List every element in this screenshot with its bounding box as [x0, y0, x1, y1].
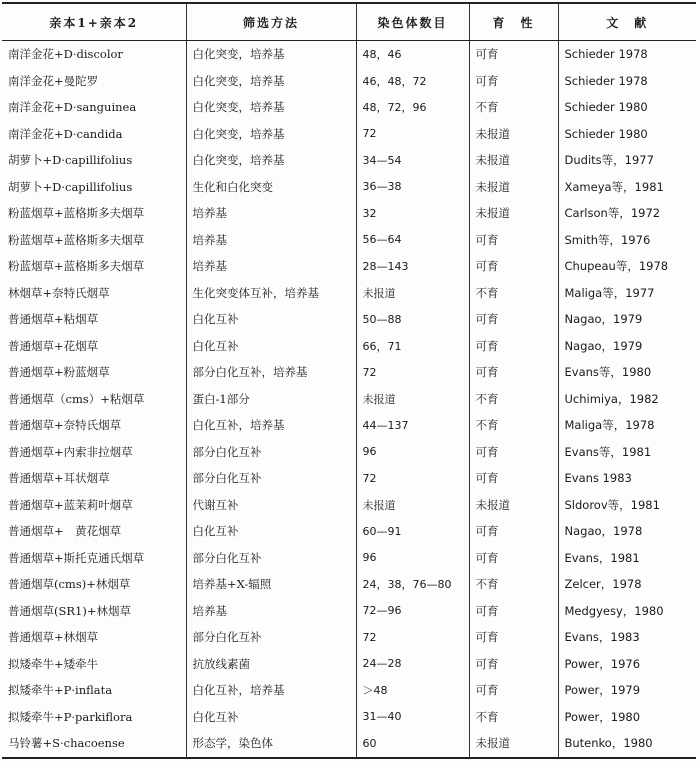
- cell-parents: 普通烟草（cms）+粘烟草: [2, 386, 186, 413]
- table-row: [2, 359, 696, 386]
- cell-method: 形态学，染色体: [186, 730, 356, 758]
- table-row: [2, 227, 696, 254]
- table-row: [2, 624, 696, 651]
- cell-parents: 南洋金花+D·candida: [2, 121, 186, 148]
- cell-fertility: 可育: [469, 41, 558, 68]
- cell-fertility: 不育: [469, 571, 558, 598]
- cell-reference: Maliga等，1977: [558, 280, 696, 307]
- cell-chromosome: 50—88: [356, 306, 469, 333]
- cell-reference: Evans，1981: [558, 545, 696, 572]
- table-row: [2, 121, 696, 148]
- header-reference: 文 献: [558, 3, 696, 41]
- cell-parents: 普通烟草+奈特氏烟草: [2, 412, 186, 439]
- cell-method: 部分白化互补: [186, 465, 356, 492]
- cell-reference: Schieder 1980: [558, 94, 696, 121]
- cell-reference: Nagao，1979: [558, 306, 696, 333]
- cell-parents: 普通烟草+ 黄花烟草: [2, 518, 186, 545]
- table-row: [2, 571, 696, 598]
- cell-fertility: 未报道: [469, 147, 558, 174]
- cell-parents: 南洋金花+D·discolor: [2, 41, 186, 68]
- cell-method: 培养基: [186, 200, 356, 227]
- table-row: [2, 147, 696, 174]
- cell-reference: Sldorov等，1981: [558, 492, 696, 519]
- cell-chromosome: 未报道: [356, 492, 469, 519]
- cell-fertility: 不育: [469, 94, 558, 121]
- cell-chromosome: 48，46: [356, 41, 469, 68]
- cell-chromosome: 未报道: [356, 386, 469, 413]
- cell-method: 白化突变，培养基: [186, 68, 356, 95]
- cell-method: 白化突变，培养基: [186, 121, 356, 148]
- hybrid-table: [2, 2, 696, 759]
- cell-reference: Medgyesy，1980: [558, 598, 696, 625]
- cell-method: 白化突变，培养基: [186, 147, 356, 174]
- table-row: [2, 545, 696, 572]
- cell-fertility: 可育: [469, 598, 558, 625]
- cell-method: 部分白化互补: [186, 545, 356, 572]
- table-row: [2, 68, 696, 95]
- cell-fertility: 可育: [469, 545, 558, 572]
- cell-fertility: 未报道: [469, 174, 558, 201]
- cell-parents: 南洋金花+D·sanguinea: [2, 94, 186, 121]
- cell-chromosome: 未报道: [356, 280, 469, 307]
- cell-chromosome: 46，48，72: [356, 68, 469, 95]
- cell-chromosome: 72: [356, 465, 469, 492]
- table-row: [2, 174, 696, 201]
- cell-parents: 胡萝卜+D·capillifolius: [2, 147, 186, 174]
- header-chromosome: 染色体数目: [356, 3, 469, 41]
- cell-fertility: 可育: [469, 68, 558, 95]
- cell-fertility: 可育: [469, 227, 558, 254]
- cell-chromosome: ＞48: [356, 677, 469, 704]
- cell-parents: 粉蓝烟草+蓝格斯多夫烟草: [2, 253, 186, 280]
- cell-fertility: 可育: [469, 677, 558, 704]
- cell-parents: 普通烟草+林烟草: [2, 624, 186, 651]
- cell-method: 白化突变，培养基: [186, 94, 356, 121]
- cell-reference: Dudits等，1977: [558, 147, 696, 174]
- cell-method: 白化互补: [186, 333, 356, 360]
- cell-fertility: 未报道: [469, 492, 558, 519]
- cell-reference: Power，1979: [558, 677, 696, 704]
- cell-fertility: 可育: [469, 306, 558, 333]
- cell-reference: Smith等，1976: [558, 227, 696, 254]
- cell-method: 白化互补，培养基: [186, 412, 356, 439]
- cell-parents: 普通烟草+耳状烟草: [2, 465, 186, 492]
- cell-method: 白化互补: [186, 518, 356, 545]
- cell-parents: 普通烟草+粉蓝烟草: [2, 359, 186, 386]
- table-row: [2, 518, 696, 545]
- header-fertility: 育 性: [469, 3, 558, 41]
- cell-fertility: 可育: [469, 439, 558, 466]
- cell-parents: 普通烟草+粘烟草: [2, 306, 186, 333]
- cell-parents: 林烟草+奈特氏烟草: [2, 280, 186, 307]
- cell-method: 培养基+X-辐照: [186, 571, 356, 598]
- cell-method: 部分白化互补: [186, 439, 356, 466]
- cell-method: 培养基: [186, 227, 356, 254]
- table-row: [2, 253, 696, 280]
- cell-fertility: 不育: [469, 704, 558, 731]
- cell-parents: 普通烟草+花烟草: [2, 333, 186, 360]
- cell-parents: 普通烟草+蓝茉莉叶烟草: [2, 492, 186, 519]
- cell-chromosome: 66，71: [356, 333, 469, 360]
- cell-method: 白化互补: [186, 704, 356, 731]
- cell-parents: 拟矮牵牛+P·inflata: [2, 677, 186, 704]
- cell-method: 抗放线素菌: [186, 651, 356, 678]
- cell-method: 白化突变，培养基: [186, 41, 356, 68]
- cell-fertility: 可育: [469, 359, 558, 386]
- table-row: [2, 439, 696, 466]
- cell-fertility: 可育: [469, 333, 558, 360]
- table-row: [2, 730, 696, 758]
- cell-fertility: 未报道: [469, 121, 558, 148]
- cell-chromosome: 72: [356, 359, 469, 386]
- cell-chromosome: 24，38，76—80: [356, 571, 469, 598]
- cell-method: 蛋白-1部分: [186, 386, 356, 413]
- cell-parents: 普通烟草+斯托克通氏烟草: [2, 545, 186, 572]
- cell-reference: Carlson等，1972: [558, 200, 696, 227]
- table-row: [2, 386, 696, 413]
- cell-parents: 普通烟草(SR1)+林烟草: [2, 598, 186, 625]
- cell-method: 代谢互补: [186, 492, 356, 519]
- cell-parents: 普通烟草+内索非拉烟草: [2, 439, 186, 466]
- cell-chromosome: 60: [356, 730, 469, 758]
- cell-chromosome: 48，72，96: [356, 94, 469, 121]
- cell-reference: Maliga等，1978: [558, 412, 696, 439]
- cell-parents: 马铃薯+S·chacoense: [2, 730, 186, 758]
- cell-parents: 粉蓝烟草+蓝格斯多夫烟草: [2, 227, 186, 254]
- cell-fertility: 不育: [469, 386, 558, 413]
- cell-fertility: 可育: [469, 465, 558, 492]
- cell-fertility: 可育: [469, 253, 558, 280]
- table-row: [2, 651, 696, 678]
- cell-chromosome: 24—28: [356, 651, 469, 678]
- cell-parents: 南洋金花+曼陀罗: [2, 68, 186, 95]
- cell-reference: Schieder 1980: [558, 121, 696, 148]
- cell-chromosome: 32: [356, 200, 469, 227]
- table-row: [2, 677, 696, 704]
- cell-fertility: 不育: [469, 280, 558, 307]
- cell-method: 白化互补，培养基: [186, 677, 356, 704]
- cell-chromosome: 96: [356, 545, 469, 572]
- cell-reference: Chupeau等，1978: [558, 253, 696, 280]
- header-method: 筛选方法: [186, 3, 356, 41]
- cell-method: 生化和白化突变: [186, 174, 356, 201]
- cell-reference: Zelcer，1978: [558, 571, 696, 598]
- table-row: [2, 704, 696, 731]
- cell-chromosome: 96: [356, 439, 469, 466]
- cell-chromosome: 56—64: [356, 227, 469, 254]
- table-row: [2, 280, 696, 307]
- cell-method: 培养基: [186, 598, 356, 625]
- cell-reference: Power，1980: [558, 704, 696, 731]
- cell-method: 白化互补: [186, 306, 356, 333]
- cell-chromosome: 60—91: [356, 518, 469, 545]
- cell-parents: 拟矮牵牛+P·parkiflora: [2, 704, 186, 731]
- cell-fertility: 可育: [469, 651, 558, 678]
- cell-reference: Power，1976: [558, 651, 696, 678]
- cell-chromosome: 28—143: [356, 253, 469, 280]
- cell-chromosome: 36—38: [356, 174, 469, 201]
- table-row: [2, 41, 696, 68]
- cell-chromosome: 44—137: [356, 412, 469, 439]
- cell-method: 部分白化互补，培养基: [186, 359, 356, 386]
- cell-fertility: 可育: [469, 518, 558, 545]
- table-row: [2, 598, 696, 625]
- cell-reference: Nagao，1978: [558, 518, 696, 545]
- cell-fertility: 不育: [469, 412, 558, 439]
- cell-chromosome: 72: [356, 121, 469, 148]
- cell-parents: 普通烟草(cms)+林烟草: [2, 571, 186, 598]
- cell-fertility: 未报道: [469, 730, 558, 758]
- table-row: [2, 94, 696, 121]
- header-parents: 亲本1+亲本2: [2, 3, 186, 41]
- table-body: [2, 41, 696, 758]
- cell-parents: 粉蓝烟草+蓝格斯多夫烟草: [2, 200, 186, 227]
- cell-reference: Schieder 1978: [558, 68, 696, 95]
- table-row: [2, 200, 696, 227]
- cell-method: 部分白化互补: [186, 624, 356, 651]
- cell-reference: Evans 1983: [558, 465, 696, 492]
- cell-reference: Nagao，1979: [558, 333, 696, 360]
- table-row: [2, 412, 696, 439]
- cell-method: 培养基: [186, 253, 356, 280]
- cell-parents: 胡萝卜+D·capillifolius: [2, 174, 186, 201]
- header-row: [2, 3, 696, 41]
- table-row: [2, 492, 696, 519]
- table-row: [2, 333, 696, 360]
- cell-parents: 拟矮牵牛+矮牵牛: [2, 651, 186, 678]
- cell-chromosome: 31—40: [356, 704, 469, 731]
- cell-reference: Xameya等，1981: [558, 174, 696, 201]
- cell-reference: Uchimiya，1982: [558, 386, 696, 413]
- cell-method: 生化突变体互补，培养基: [186, 280, 356, 307]
- cell-reference: Butenko，1980: [558, 730, 696, 758]
- cell-chromosome: 72—96: [356, 598, 469, 625]
- cell-chromosome: 72: [356, 624, 469, 651]
- table-row: [2, 306, 696, 333]
- cell-reference: Schieder 1978: [558, 41, 696, 68]
- cell-fertility: 未报道: [469, 200, 558, 227]
- cell-reference: Evans等，1981: [558, 439, 696, 466]
- table-row: [2, 465, 696, 492]
- cell-reference: Evans等，1980: [558, 359, 696, 386]
- cell-reference: Evans，1983: [558, 624, 696, 651]
- cell-fertility: 可育: [469, 624, 558, 651]
- cell-chromosome: 34—54: [356, 147, 469, 174]
